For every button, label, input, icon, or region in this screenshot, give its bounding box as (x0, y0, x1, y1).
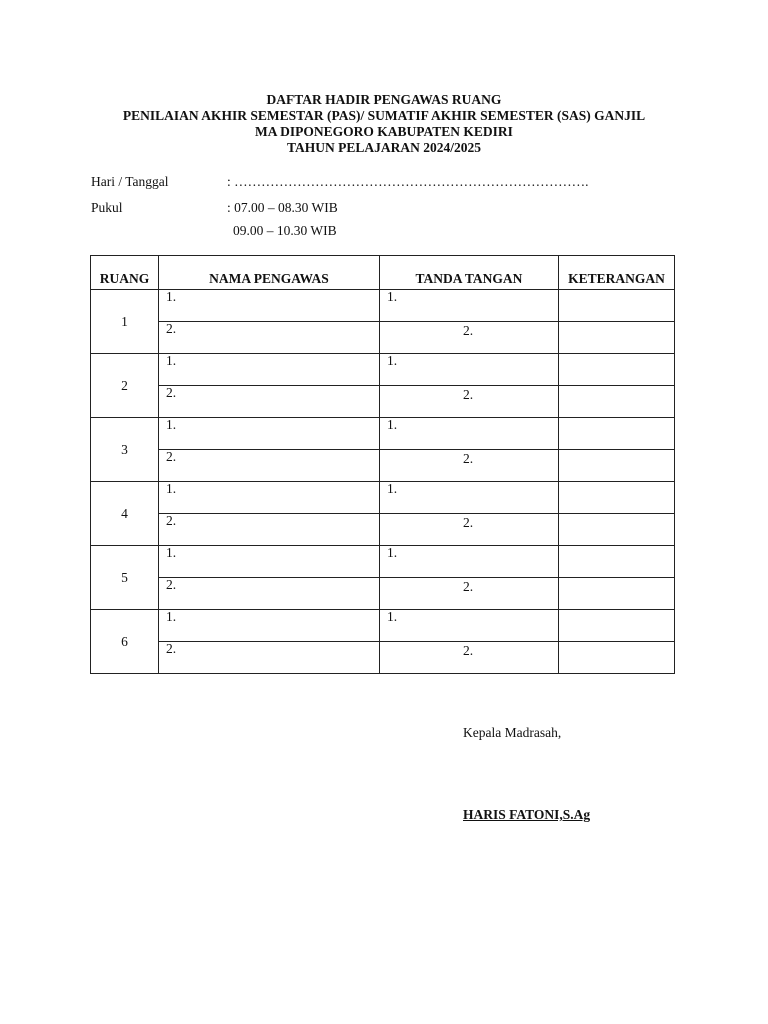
table-row (91, 482, 675, 514)
table-header-row (91, 256, 675, 290)
title-line-3: MA DIPONEGORO KABUPATEN KEDIRI (255, 124, 513, 139)
keterangan-cell[interactable] (559, 514, 675, 546)
nama-cell[interactable] (159, 642, 380, 674)
attendance-table (90, 255, 675, 674)
table-row (91, 514, 675, 546)
table-row (91, 642, 675, 674)
title-line-1: DAFTAR HADIR PENGAWAS RUANG (266, 92, 502, 107)
ruang-cell: 4 (91, 482, 159, 546)
tanda-tangan-cell[interactable] (380, 322, 559, 354)
tanda-tangan-number: 2. (463, 643, 474, 658)
keterangan-cell[interactable] (559, 610, 675, 642)
nama-cell[interactable] (159, 610, 380, 642)
title-line-4: TAHUN PELAJARAN 2024/2025 (286, 140, 481, 155)
nama-number: 1. (166, 545, 177, 560)
title-line-2: PENILAIAN AKHIR SEMESTAR (PAS)/ SUMATIF AKHIR SEMESTER (SAS) GANJIL (122, 108, 646, 123)
tanda-tangan-number: 2. (463, 579, 474, 594)
table-row (91, 386, 675, 418)
nama-cell[interactable] (159, 386, 380, 418)
keterangan-cell[interactable] (559, 418, 675, 450)
nama-cell[interactable] (159, 546, 380, 578)
ruang-cell: 5 (91, 546, 159, 610)
nama-cell[interactable] (159, 578, 380, 610)
tanda-tangan-number: 2. (463, 323, 474, 338)
nama-number: 2. (166, 513, 177, 528)
tanda-tangan-cell[interactable] (380, 450, 559, 482)
nama-number: 1. (166, 481, 177, 496)
tanda-tangan-cell[interactable] (380, 610, 559, 642)
table-row (91, 290, 675, 322)
pukul-label: Pukul (91, 200, 123, 215)
nama-cell[interactable] (159, 290, 380, 322)
table-row (91, 610, 675, 642)
tanda-tangan-number: 1. (387, 609, 398, 624)
ruang-cell: 2 (91, 354, 159, 418)
signature-name: HARIS FATONI,S.Ag (463, 807, 591, 822)
nama-cell[interactable] (159, 514, 380, 546)
nama-cell[interactable] (159, 322, 380, 354)
tanda-tangan-number: 1. (387, 481, 398, 496)
header-keterangan: KETERANGAN (559, 256, 675, 290)
keterangan-cell[interactable] (559, 642, 675, 674)
keterangan-cell[interactable] (559, 322, 675, 354)
tanda-tangan-cell[interactable] (380, 482, 559, 514)
table-row (91, 546, 675, 578)
ruang-cell: 6 (91, 610, 159, 674)
tanda-tangan-number: 2. (463, 515, 474, 530)
tanda-tangan-cell[interactable] (380, 642, 559, 674)
keterangan-cell[interactable] (559, 546, 675, 578)
nama-number: 2. (166, 385, 177, 400)
tanda-tangan-cell[interactable] (380, 514, 559, 546)
table-row (91, 450, 675, 482)
keterangan-cell[interactable] (559, 578, 675, 610)
hari-value: : ……………………………………………………………………. (227, 174, 589, 189)
nama-cell[interactable] (159, 354, 380, 386)
nama-cell[interactable] (159, 482, 380, 514)
nama-cell[interactable] (159, 418, 380, 450)
ruang-cell: 3 (91, 418, 159, 482)
tanda-tangan-cell[interactable] (380, 546, 559, 578)
tanda-tangan-number: 2. (463, 451, 474, 466)
table-row (91, 418, 675, 450)
nama-number: 1. (166, 353, 177, 368)
keterangan-cell[interactable] (559, 290, 675, 322)
pukul-value-2: 09.00 – 10.30 WIB (233, 223, 337, 238)
nama-number: 2. (166, 321, 177, 336)
keterangan-cell[interactable] (559, 482, 675, 514)
nama-cell[interactable] (159, 450, 380, 482)
keterangan-cell[interactable] (559, 354, 675, 386)
signature-label: Kepala Madrasah, (463, 725, 562, 740)
table-row (91, 354, 675, 386)
tanda-tangan-cell[interactable] (380, 578, 559, 610)
tanda-tangan-number: 2. (463, 387, 474, 402)
keterangan-cell[interactable] (559, 386, 675, 418)
header-ruang: RUANG (91, 256, 159, 290)
header-nama-pengawas: NAMA PENGAWAS (159, 256, 380, 290)
tanda-tangan-cell[interactable] (380, 418, 559, 450)
header-tanda-tangan: TANDA TANGAN (380, 256, 559, 290)
tanda-tangan-number: 1. (387, 545, 398, 560)
tanda-tangan-cell[interactable] (380, 354, 559, 386)
tanda-tangan-number: 1. (387, 417, 398, 432)
nama-number: 2. (166, 577, 177, 592)
tanda-tangan-cell[interactable] (380, 290, 559, 322)
tanda-tangan-cell[interactable] (380, 386, 559, 418)
nama-number: 2. (166, 641, 177, 656)
hari-label: Hari / Tanggal (91, 174, 169, 189)
tanda-tangan-number: 1. (387, 353, 398, 368)
table-row (91, 578, 675, 610)
ruang-cell: 1 (91, 290, 159, 354)
tanda-tangan-number: 1. (387, 289, 398, 304)
nama-number: 1. (166, 417, 177, 432)
nama-number: 1. (166, 289, 177, 304)
nama-number: 2. (166, 449, 177, 464)
keterangan-cell[interactable] (559, 450, 675, 482)
pukul-value-1: : 07.00 – 08.30 WIB (227, 200, 338, 215)
nama-number: 1. (166, 609, 177, 624)
document-title (0, 92, 768, 156)
table-row (91, 322, 675, 354)
